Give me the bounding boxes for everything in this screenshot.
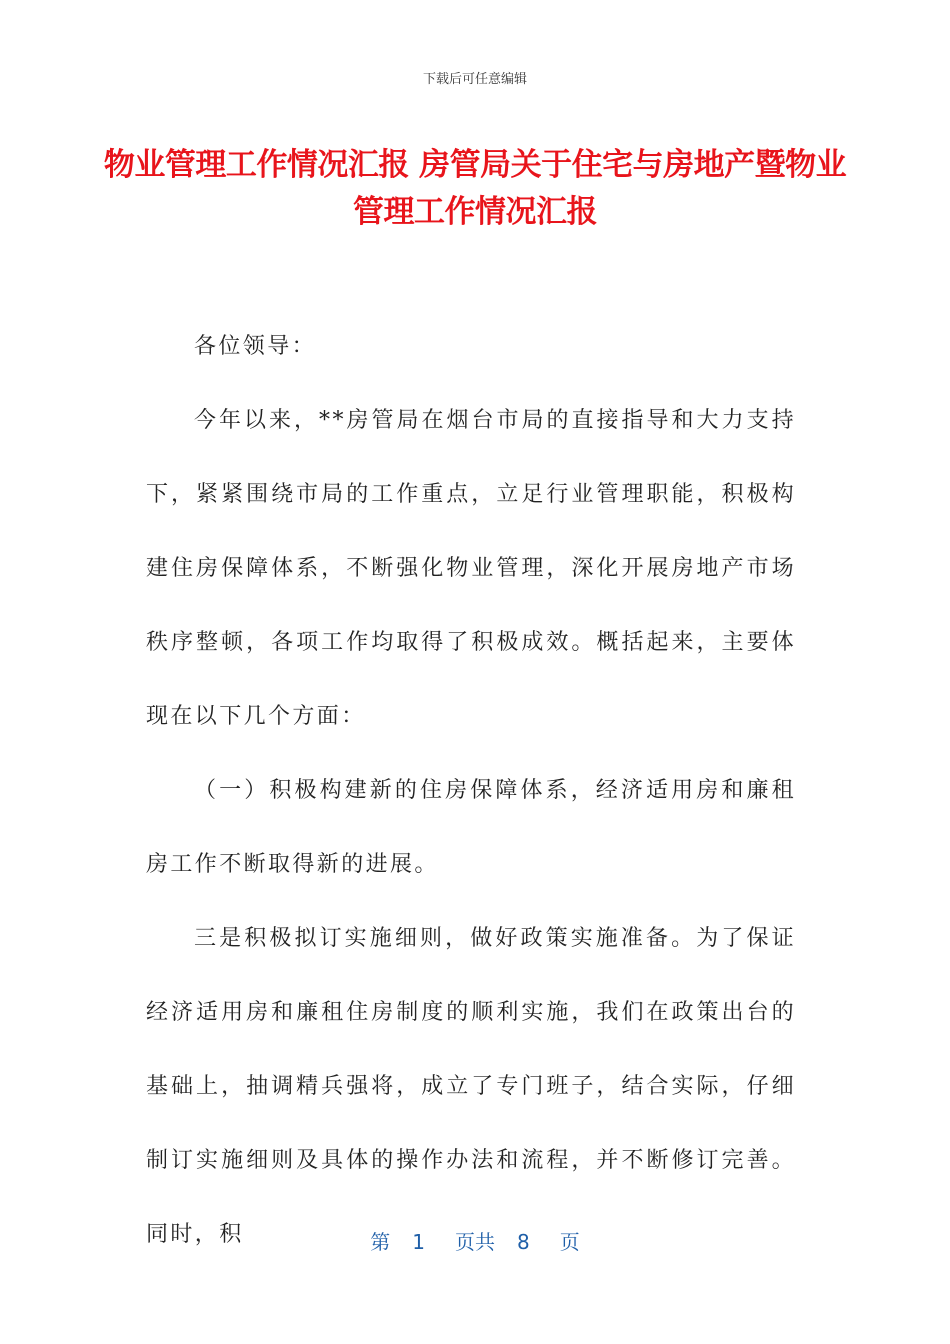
document-body [146, 310, 796, 1272]
section-three-paragraph: 三是积极拟订实施细则，做好政策实施准备。为了保证经济适用房和廉租住房制度的顺利实施，我们在政策出台的基础上，抽调精兵强将，成立了专门班子，结合实际，仔细制订实施细则及具体的操作办法和流程，并不断修订完善。同时，积 [146, 926, 796, 1247]
page-footer [0, 1226, 950, 1255]
header-note: 下载后可任意编辑 [422, 72, 527, 87]
footer-middle: 页共 [455, 1230, 495, 1254]
salutation-paragraph: 各位领导： [194, 334, 317, 359]
footer-total-pages: 8 [517, 1230, 530, 1254]
intro-paragraph: 今年以来，**房管局在烟台市局的直接指导和大力支持下，紧紧围绕市局的工作重点，立足行业管理职能，积极构建住房保障体系，不断强化物业管理，深化开展房地产市场秩序整顿，各项工作均取得了积极成效。概括起来，主要体现在以下几个方面： [146, 408, 796, 729]
section-one-heading-paragraph: （一）积极构建新的住房保障体系，经济适用房和廉租房工作不断取得新的进展。 [146, 778, 796, 877]
footer-prefix: 第 [370, 1230, 391, 1254]
document-title: 物业管理工作情况汇报 房管局关于住宅与房地产暨物业管理工作情况汇报 [103, 147, 847, 230]
footer-current-page: 1 [412, 1230, 425, 1254]
footer-suffix: 页 [559, 1230, 580, 1254]
